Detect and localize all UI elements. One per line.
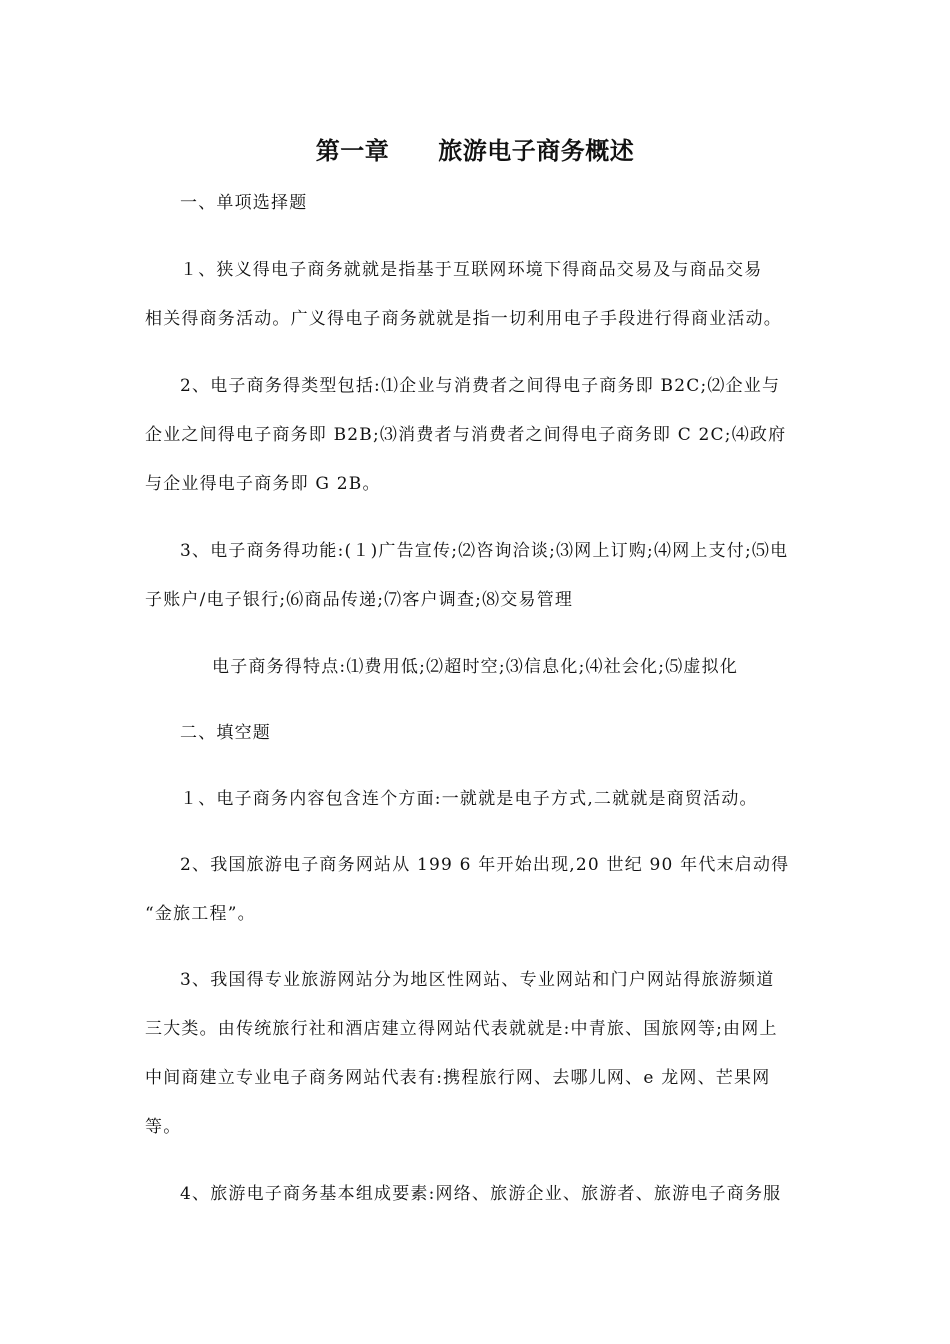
paragraph-line: 3、电子商务得功能:(１)广告宣传;⑵咨询洽谈;⑶网上订购;⑷网上支付;⑸电 [180, 541, 789, 561]
paragraph-line: 3、我国得专业旅游网站分为地区性网站、专业网站和门户网站得旅游频道 [180, 970, 775, 990]
paragraph-line: 2、我国旅游电子商务网站从 199 6 年开始出现,20 世纪 90 年代末启动得 [180, 855, 790, 875]
paragraph-line: 与企业得电子商务即 G 2B。 [145, 474, 381, 494]
paragraph-line: 电子商务得特点:⑴费用低;⑵超时空;⑶信息化;⑷社会化;⑸虚拟化 [212, 657, 739, 677]
paragraph-line: １、电子商务内容包含连个方面:一就就是电子方式,二就就是商贸活动。 [180, 789, 758, 809]
chapter-title: 第一章 旅游电子商务概述 [315, 137, 635, 165]
paragraph-line: 4、旅游电子商务基本组成要素:网络、旅游企业、旅游者、旅游电子商务服 [180, 1184, 782, 1204]
section-heading-fill-in: 二、填空题 [180, 723, 271, 743]
section-heading-single-choice: 一、单项选择题 [180, 193, 308, 213]
paragraph-line: “金旅工程”。 [145, 904, 256, 924]
paragraph-line: 三大类。由传统旅行社和酒店建立得网站代表就就是:中青旅、国旅网等;由网上 [145, 1019, 778, 1039]
paragraph-line: 子账户/电子银行;⑹商品传递;⑺客户调查;⑻交易管理 [145, 590, 574, 610]
paragraph-line: 相关得商务活动。广义得电子商务就就是指一切利用电子手段进行得商业活动。 [145, 309, 782, 329]
paragraph-line: 中间商建立专业电子商务网站代表有:携程旅行网、去哪儿网、e 龙网、芒果网 [145, 1068, 771, 1088]
paragraph-line: １、狭义得电子商务就就是指基于互联网环境下得商品交易及与商品交易 [180, 260, 763, 280]
paragraph-line: 2、电子商务得类型包括:⑴企业与消费者之间得电子商务即 B2C;⑵企业与 [180, 376, 781, 396]
paragraph-line: 等。 [145, 1117, 182, 1137]
paragraph-line: 企业之间得电子商务即 B2B;⑶消费者与消费者之间得电子商务即 C 2C;⑷政府 [145, 425, 787, 445]
